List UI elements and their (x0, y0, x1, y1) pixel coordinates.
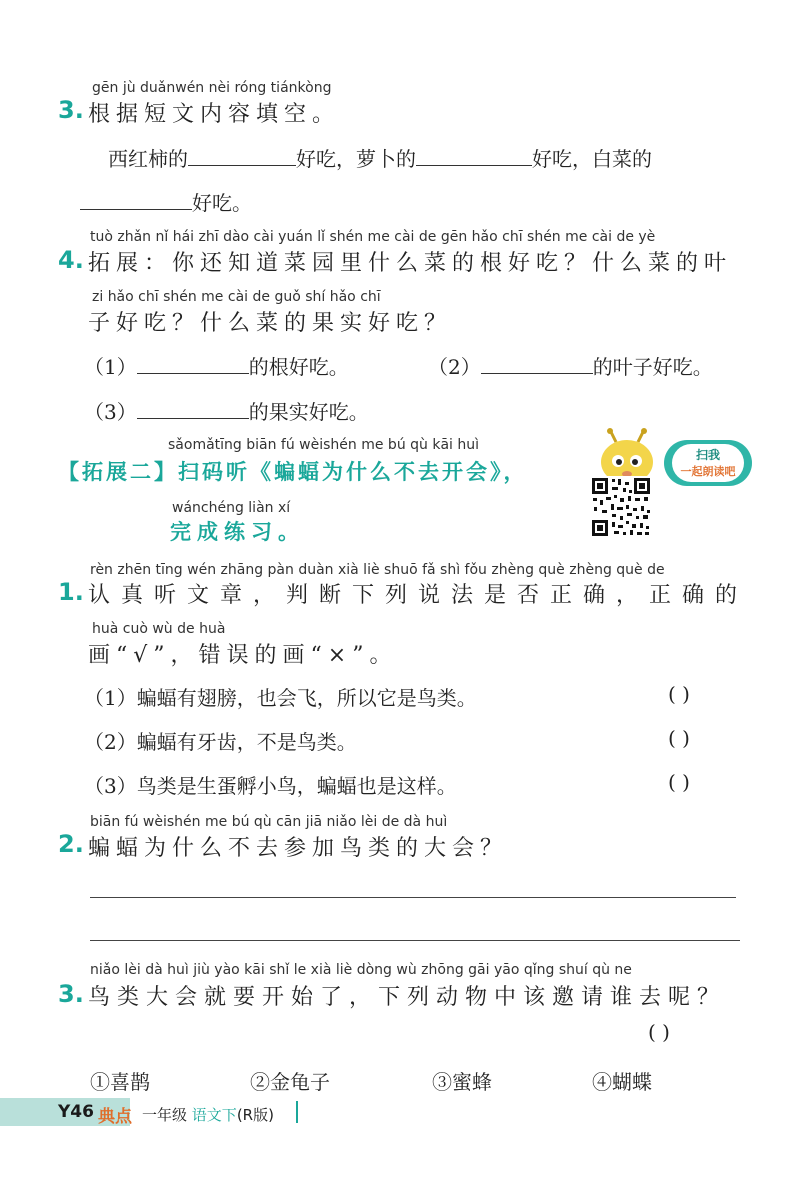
q3-fill-text-b: 好吃，萝卜的 (296, 147, 416, 171)
q4-item-2-label: （2） (428, 355, 481, 379)
s3-answer[interactable]: ( ) (648, 1020, 670, 1044)
brand-logo: 典点 (98, 1107, 132, 1127)
q3-top-question: 根据短文内容填空。 (88, 102, 341, 127)
s2-question: 蝙蝠为什么不去参加鸟类的大会？ (88, 836, 509, 861)
s1-item-1 (84, 682, 477, 711)
s3-pinyin: niǎo lèi dà huì jiù yào kāi shǐ le xià liè dòng wù zhōng gāi yāo qǐng shuí qù ne (90, 962, 632, 978)
q4-item-1 (84, 351, 349, 380)
q4-item-1-text: 的根好吃。 (248, 355, 349, 379)
bubble-line-1: 扫我 (695, 448, 720, 462)
blank-leaf[interactable] (481, 353, 593, 374)
q4-item-2 (428, 351, 713, 380)
q4-item-3-label: （3） (84, 400, 137, 424)
s1-number: 1. (58, 578, 84, 606)
q3-fill-text-d: 好吃。 (192, 191, 252, 215)
s1-item-3-label: （3） (84, 774, 137, 798)
q3-fill-line-2 (80, 187, 252, 216)
s1-question-line-1: 认真听文章，判断下列说法是否正确，正确的 (88, 583, 749, 608)
q4-item-1-label: （1） (84, 355, 137, 379)
q4-item-3-text: 的果实好吃。 (248, 400, 369, 424)
footer-grade (142, 1104, 274, 1125)
s1-item-1-label: （1） (84, 686, 137, 710)
q4-number: 4. (58, 246, 84, 274)
s3-option-2: ②金龟子 (250, 1070, 330, 1094)
q4-pinyin-2: zi hǎo chī shén me cài de guǒ shí hǎo chī (92, 289, 381, 305)
s2-pinyin: biān fú wèishén me bú qù cān jiā niǎo lèi de dà huì (90, 814, 448, 830)
s3-number: 3. (58, 980, 84, 1008)
s1-item-3-answer[interactable]: ( ) (668, 770, 690, 794)
s3-question: 鸟类大会就要开始了，下列动物中该邀请谁去呢？ (88, 985, 727, 1010)
s3-option-4: ④蝴蝶 (592, 1070, 652, 1094)
q3-top-number: 3. (58, 96, 84, 124)
s1-item-3 (84, 770, 457, 799)
footer-divider (296, 1101, 298, 1123)
blank-radish[interactable] (416, 145, 532, 166)
answer-line-1[interactable] (90, 897, 736, 898)
s1-item-3-text: 鸟类是生蛋孵小鸟，蝙蝠也是这样。 (136, 774, 457, 798)
q4-question-line-2: 子好吃？什么菜的果实好吃？ (88, 311, 453, 336)
s1-pinyin-2: huà cuò wù de huà (92, 621, 226, 637)
ext2-subtitle: 完成练习。 (170, 519, 305, 544)
page-number: Y46 (58, 1102, 94, 1122)
q4-question-line-1: 拓展：你还知道菜园里什么菜的根好吃？什么菜的叶 (88, 251, 733, 276)
ext2-pinyin-2: wánchéng liàn xí (172, 500, 291, 516)
ext2-pinyin-1: sǎomǎtīng biān fú wèishén me bú qù kāi huì (168, 437, 480, 453)
q4-pinyin-1: tuò zhǎn nǐ hái zhī dào cài yuán lǐ shén me cài de gēn hǎo chī shén me cài de yè (90, 229, 656, 245)
s1-item-1-answer[interactable]: ( ) (668, 682, 690, 706)
blank-cabbage[interactable] (80, 189, 192, 210)
q3-fill-line-1 (108, 143, 652, 172)
answer-line-2[interactable] (90, 940, 740, 941)
blank-fruit[interactable] (137, 398, 249, 419)
s1-item-1-text: 蝙蝠有翅膀，也会飞，所以它是鸟类。 (136, 686, 477, 710)
s1-item-2-text: 蝙蝠有牙齿，不是鸟类。 (136, 730, 357, 754)
s1-pinyin-1: rèn zhēn tīng wén zhāng pàn duàn xià liè shuō fǎ shì fǒu zhèng què zhèng què de (90, 562, 665, 578)
blank-tomato[interactable] (188, 145, 296, 166)
bubble-line-2: 一起朗读吧 (680, 465, 736, 478)
q4-item-3 (84, 396, 369, 425)
q3-top-pinyin: gēn jù duǎnwén nèi róng tiánkòng (92, 80, 332, 96)
s2-number: 2. (58, 830, 84, 858)
s1-question-line-2: 画“√”，错误的画“×”。 (88, 643, 398, 668)
read-along-bubble (664, 440, 752, 486)
s1-item-2-label: （2） (84, 730, 137, 754)
q3-fill-text-a: 西红柿的 (108, 147, 188, 171)
s3-option-3: ③蜜蜂 (432, 1070, 492, 1094)
s1-item-2-answer[interactable]: ( ) (668, 726, 690, 750)
ext2-title: 【拓展二】扫码听《蝙蝠为什么不去开会》， (58, 459, 528, 484)
q3-fill-text-c: 好吃，白菜的 (532, 147, 652, 171)
q4-item-2-text: 的叶子好吃。 (592, 355, 713, 379)
footer-edition: (R版) (236, 1106, 274, 1124)
footer-grade-text: 一年级 (142, 1106, 188, 1124)
qr-code-icon[interactable] (590, 476, 652, 538)
footer-subject: 语文下 (191, 1106, 237, 1124)
s1-item-2 (84, 726, 357, 755)
s3-option-1: ①喜鹊 (90, 1070, 150, 1094)
blank-root[interactable] (137, 353, 249, 374)
